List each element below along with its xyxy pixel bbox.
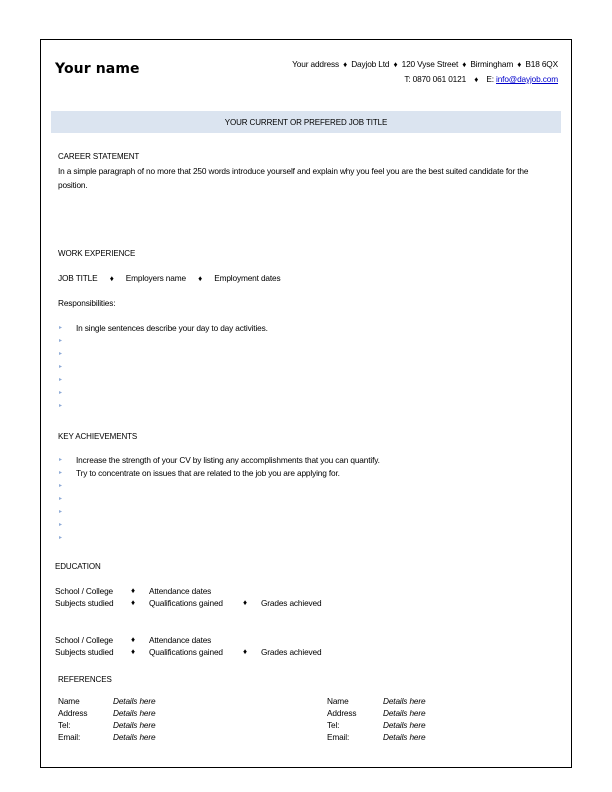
phone-text: T: 0870 061 0121 <box>404 74 467 84</box>
bullet-icon: ▸ <box>59 338 63 344</box>
bullet-icon: ▸ <box>59 457 63 463</box>
diamond-separator-icon: ♦ <box>343 60 348 69</box>
references-heading: REFERENCES <box>58 675 112 684</box>
diamond-separator-icon: ♦ <box>474 75 479 84</box>
reference-label: Email: <box>327 732 350 742</box>
bullet-icon: ▸ <box>59 496 63 502</box>
reference-value: Details here <box>383 732 426 742</box>
bullet-icon: ▸ <box>59 403 63 409</box>
bullet-icon: ▸ <box>59 509 63 515</box>
diamond-separator-icon: ♦ <box>109 274 114 283</box>
candidate-name: Your name <box>55 61 140 77</box>
employer-name: Employers name <box>125 273 186 283</box>
diamond-separator-icon: ♦ <box>517 60 522 69</box>
street-text: 120 Vyse Street <box>401 59 459 69</box>
diamond-separator-icon: ♦ <box>131 635 136 644</box>
email-label: E: <box>486 74 494 84</box>
education-school: School / College <box>55 635 114 645</box>
career-statement-text: In a simple paragraph of no more that 250 words introduce yourself and explain why you feel you are the best suited candidate for the position. <box>58 166 529 190</box>
reference-label: Address <box>327 708 357 718</box>
diamond-separator-icon: ♦ <box>131 598 136 607</box>
achievement-item: Increase the strength of your CV by listing any accomplishments that you can quantify. <box>76 455 380 465</box>
reference-value: Details here <box>113 696 156 706</box>
education-school: School / College <box>55 586 114 596</box>
bullet-icon: ▸ <box>59 470 63 476</box>
education-heading: EDUCATION <box>55 562 101 571</box>
postcode-text: B18 6QX <box>525 59 558 69</box>
reference-value: Details here <box>383 696 426 706</box>
job-title-line <box>58 273 281 283</box>
reference-value: Details here <box>113 732 156 742</box>
reference-label: Address <box>58 708 88 718</box>
education-grades: Grades achieved <box>261 598 322 608</box>
education-attendance: Attendance dates <box>149 586 212 596</box>
reference-label: Tel: <box>327 720 340 730</box>
key-achievements-heading: KEY ACHIEVEMENTS <box>58 432 138 441</box>
bullet-icon: ▸ <box>59 377 63 383</box>
email-link[interactable]: info@dayjob.com <box>496 74 558 84</box>
address-line <box>292 59 558 69</box>
page-border <box>40 39 572 768</box>
company-text: Dayjob Ltd <box>351 59 390 69</box>
reference-label: Tel: <box>58 720 71 730</box>
education-qualifications: Qualifications gained <box>149 598 223 608</box>
bullet-icon: ▸ <box>59 390 63 396</box>
bullet-icon: ▸ <box>59 364 63 370</box>
reference-value: Details here <box>383 708 426 718</box>
education-attendance: Attendance dates <box>149 635 212 645</box>
reference-value: Details here <box>383 720 426 730</box>
job-title-label: JOB TITLE <box>58 273 98 283</box>
reference-label: Name <box>58 696 80 706</box>
bullet-icon: ▸ <box>59 483 63 489</box>
job-title-bar <box>51 111 561 133</box>
reference-label: Name <box>327 696 349 706</box>
education-subjects: Subjects studied <box>55 647 114 657</box>
address-text: Your address <box>292 59 339 69</box>
diamond-separator-icon: ♦ <box>198 274 203 283</box>
city-text: Birmingham <box>470 59 514 69</box>
bullet-icon: ▸ <box>59 535 63 541</box>
bullet-icon: ▸ <box>59 325 63 331</box>
reference-label: Email: <box>58 732 81 742</box>
job-title-text: YOUR CURRENT OR PREFERED JOB TITLE <box>224 117 388 127</box>
career-statement-heading: CAREER STATEMENT <box>58 152 140 161</box>
work-experience-heading: WORK EXPERIENCE <box>58 249 136 258</box>
employment-dates: Employment dates <box>214 273 281 283</box>
responsibilities-label: Responsibilities: <box>58 298 116 308</box>
responsibility-item: In single sentences describe your day to day activities. <box>76 323 268 333</box>
diamond-separator-icon: ♦ <box>462 60 467 69</box>
contact-line <box>404 74 558 84</box>
diamond-separator-icon: ♦ <box>243 647 248 656</box>
reference-value: Details here <box>113 708 156 718</box>
diamond-separator-icon: ♦ <box>131 647 136 656</box>
education-grades: Grades achieved <box>261 647 322 657</box>
diamond-separator-icon: ♦ <box>131 586 136 595</box>
bullet-icon: ▸ <box>59 351 63 357</box>
bullet-icon: ▸ <box>59 522 63 528</box>
achievement-item: Try to concentrate on issues that are related to the job you are applying for. <box>76 468 340 478</box>
diamond-separator-icon: ♦ <box>243 598 248 607</box>
education-qualifications: Qualifications gained <box>149 647 223 657</box>
education-subjects: Subjects studied <box>55 598 114 608</box>
diamond-separator-icon: ♦ <box>393 60 398 69</box>
reference-value: Details here <box>113 720 156 730</box>
